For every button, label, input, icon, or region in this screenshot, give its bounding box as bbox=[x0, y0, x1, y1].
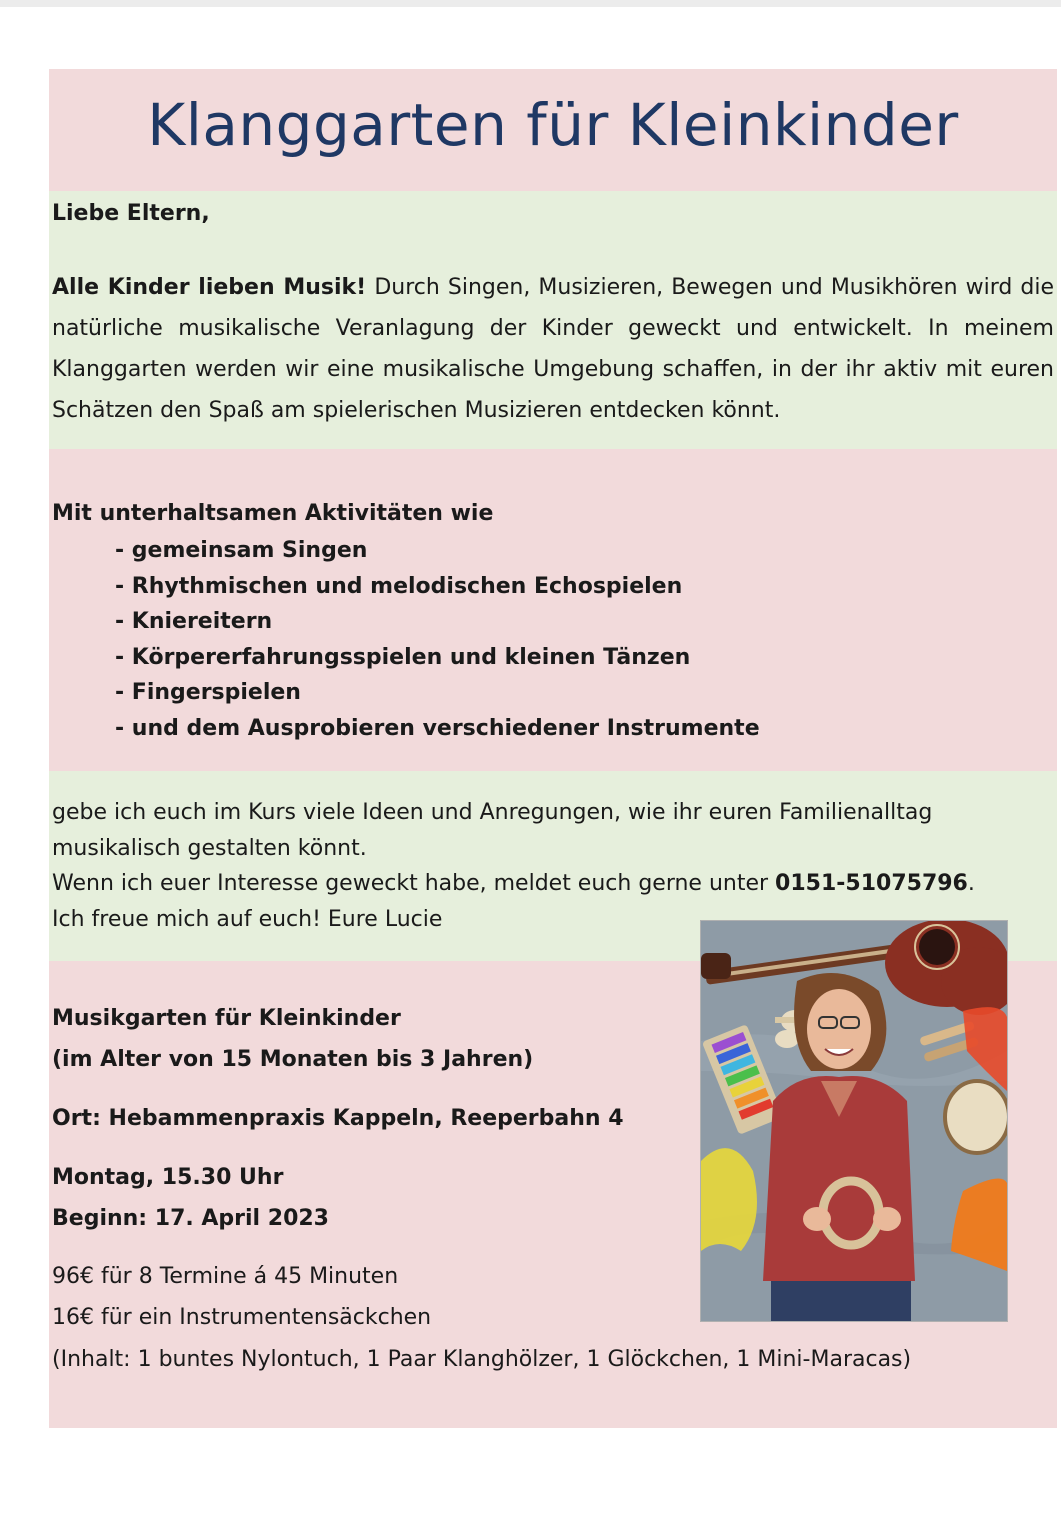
closing-line: gebe ich euch im Kurs viele Ideen und Anregungen, wie ihr euren Familienalltag bbox=[52, 800, 933, 825]
activity-item: - und dem Ausprobieren verschiedener Instrumente bbox=[115, 715, 760, 741]
greeting: Liebe Eltern, bbox=[52, 201, 210, 226]
course-age-range: (im Alter von 15 Monaten bis 3 Jahren) bbox=[52, 1047, 534, 1072]
course-start-date: Beginn: 17. April 2023 bbox=[52, 1206, 329, 1231]
phone-number: 0151-51075796 bbox=[775, 871, 968, 896]
course-price: 96€ für 8 Termine á 45 Minuten bbox=[52, 1264, 399, 1289]
activities-heading: Mit unterhaltsamen Aktivitäten wie bbox=[52, 501, 494, 526]
activity-item: - Körpererfahrungsspielen und kleinen Tänzen bbox=[115, 644, 691, 670]
signoff-line: Ich freue mich auf euch! Eure Lucie bbox=[52, 907, 443, 932]
activities-list bbox=[115, 533, 760, 746]
intro-body: Durch Singen, Musizieren, Bewegen und Musikhören wird die natürliche musikalische Veranlagung der Kinder geweckt und entwickelt. In meinem Klanggarten werden wir eine musikalische Umgebung schaffen, in der ihr aktiv mit euren Schätzen den Spaß am spielerischen Musizieren entdecken könnt. bbox=[52, 275, 1055, 423]
closing-line: musikalisch gestalten könnt. bbox=[52, 836, 367, 861]
teacher-photo bbox=[700, 920, 1008, 1322]
intro-band bbox=[49, 191, 1057, 449]
contact-suffix: . bbox=[967, 871, 975, 896]
course-day-time: Montag, 15.30 Uhr bbox=[52, 1165, 284, 1190]
instrument-bag-price: 16€ für ein Instrumentensäckchen bbox=[52, 1305, 432, 1330]
contact-line bbox=[52, 866, 975, 902]
top-edge bbox=[0, 0, 1061, 7]
activity-item: - Rhythmischen und melodischen Echospielen bbox=[115, 573, 683, 599]
activity-item: - Fingerspielen bbox=[115, 680, 301, 705]
activity-item: - Kniereitern bbox=[115, 609, 273, 634]
intro-paragraph bbox=[52, 267, 1054, 431]
flyer-title: Klanggarten für Kleinkinder bbox=[147, 91, 959, 159]
instrument-bag-contents: (Inhalt: 1 buntes Nylontuch, 1 Paar Klanghölzer, 1 Glöckchen, 1 Mini-Maracas) bbox=[52, 1347, 912, 1372]
activities-band bbox=[49, 449, 1057, 771]
contact-prefix: Wenn ich euer Interesse geweckt habe, meldet euch gerne unter bbox=[52, 871, 776, 896]
frame-drum-icon bbox=[945, 1081, 1008, 1153]
course-name: Musikgarten für Kleinkinder bbox=[52, 1006, 401, 1031]
course-location: Ort: Hebammenpraxis Kappeln, Reeperbahn 4 bbox=[52, 1106, 624, 1131]
intro-lead: Alle Kinder lieben Musik! bbox=[52, 275, 367, 300]
activity-item: - gemeinsam Singen bbox=[115, 538, 368, 563]
title-band bbox=[49, 69, 1057, 191]
